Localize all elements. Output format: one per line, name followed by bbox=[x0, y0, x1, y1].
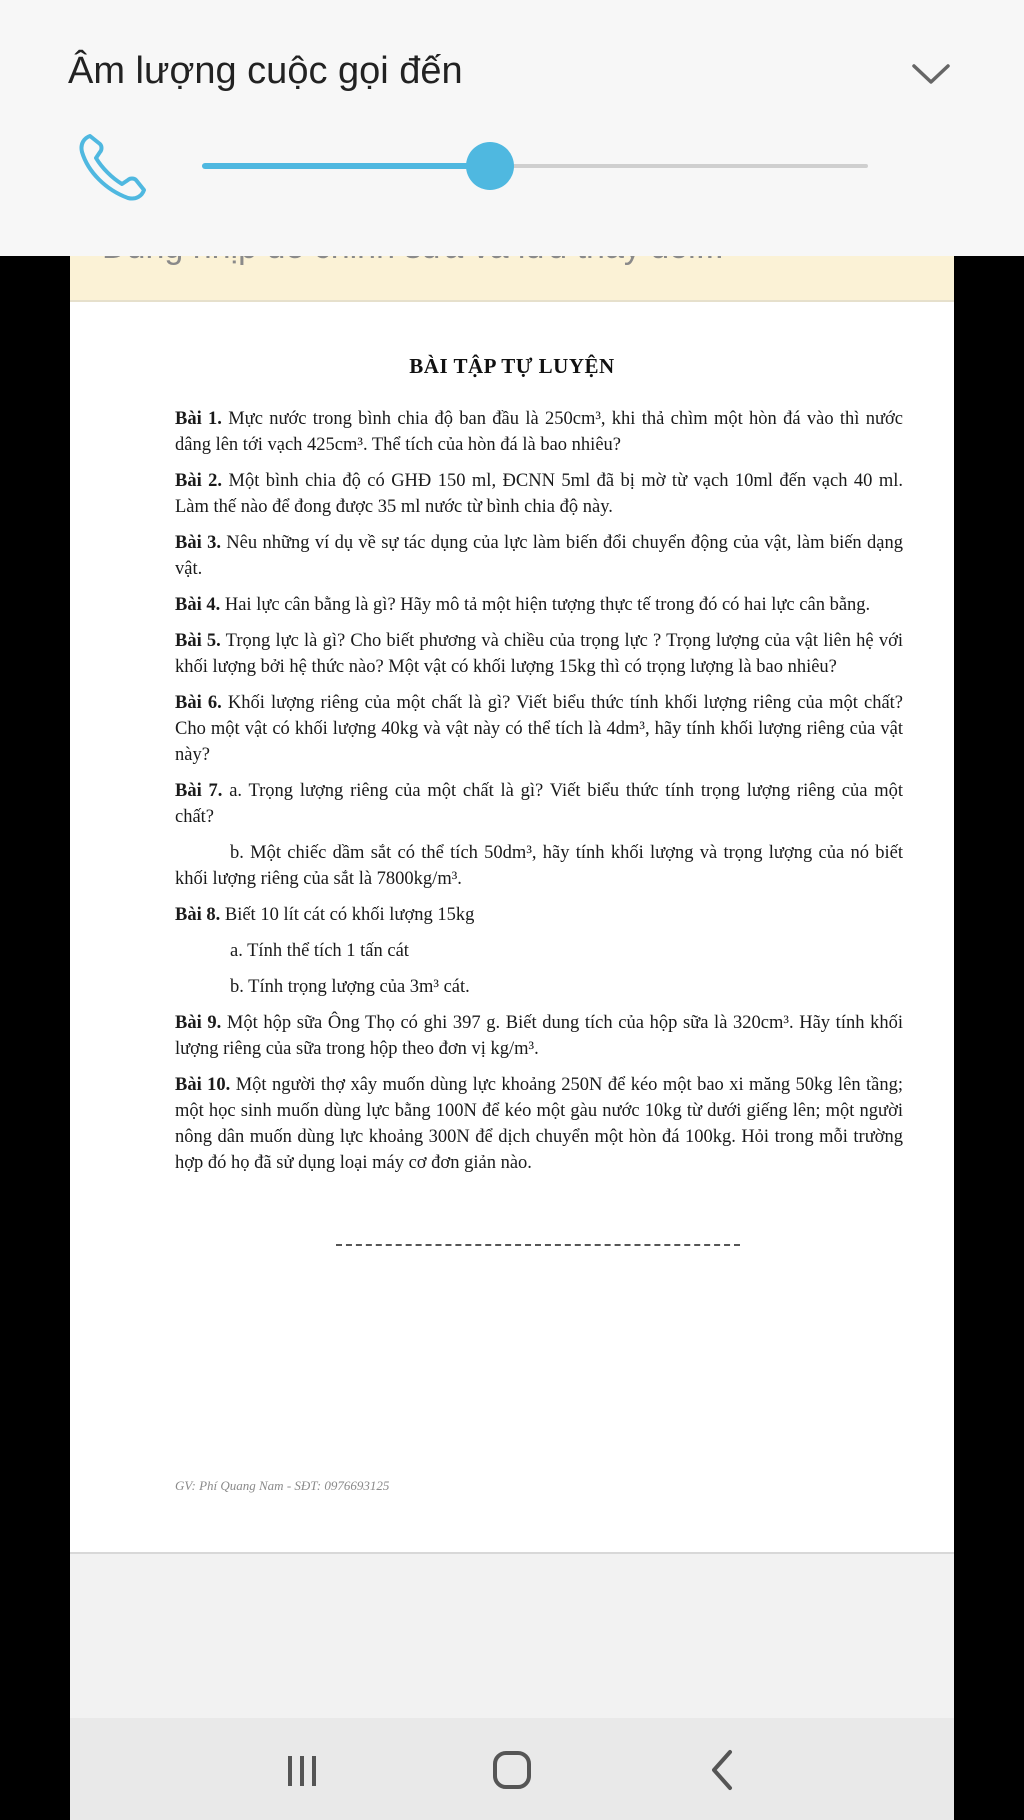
exercise-7: Bài 7. a. Trọng lượng riêng của một chất là gì? Viết biểu thức tính trọng lượng riêng của một chất? bbox=[175, 781, 904, 827]
exercise-10: Bài 10. Một người thợ xây muốn dùng lực khoảng 250N để kéo một bao xi măng 50kg lên tầng; một học sinh muốn dùng lực bằng 100N để kéo một gàu nước 10kg từ dưới giếng lên; một người nông dân muốn dùng lực khoảng 300N để dịch chuyển một hòn đá 100kg. Hỏi trong mỗi trường hợp đó họ đã sử dụng loại máy cơ đơn giản nào. bbox=[175, 1075, 904, 1173]
exercise-6: Bài 6. Khối lượng riêng của một chất là gì? Viết biểu thức tính khối lượng riêng của một chất? Cho một vật có khối lượng 40kg và vật này có thể tích là 4dm³, hãy tính khối lượng riêng của vật này? bbox=[175, 693, 904, 765]
recent-apps-icon bbox=[270, 1738, 334, 1802]
exercise-7-part-b: b. Một chiếc dầm sắt có thể tích 50dm³, hãy tính khối lượng và trọng lượng của nó biết khối lượng riêng của sắt là 7800kg/m³. bbox=[175, 843, 903, 889]
document-viewport[interactable] bbox=[70, 0, 954, 1820]
separator-line bbox=[336, 1244, 740, 1246]
volume-panel bbox=[0, 0, 1024, 256]
exercise-8-part-a: a. Tính thể tích 1 tấn cát bbox=[230, 941, 409, 961]
recent-apps-button[interactable] bbox=[270, 1738, 334, 1802]
exercise-list bbox=[175, 406, 903, 1186]
home-icon bbox=[480, 1738, 544, 1802]
back-button[interactable] bbox=[690, 1738, 754, 1802]
exercise-3: Bài 3. Nêu những ví dụ về sự tác dụng của lực làm biến đổi chuyển động của vật, làm biến dạng vật. bbox=[175, 533, 903, 579]
exercise-1: Bài 1. Mực nước trong bình chia độ ban đầu là 250cm³, khi thả chìm một hòn đá vào thì nước dâng lên tới vạch 425cm³. Thể tích của hòn đá là bao nhiêu? bbox=[175, 409, 903, 455]
home-button[interactable] bbox=[480, 1738, 544, 1802]
exercise-9: Bài 9. Một hộp sữa Ông Thọ có ghi 397 g. Biết dung tích của hộp sữa là 320cm³. Hãy tính khối lượng riêng của sữa trong hộp theo đơn vị kg/m³. bbox=[175, 1013, 903, 1059]
phone-icon bbox=[76, 128, 152, 204]
collapse-button[interactable] bbox=[908, 52, 954, 98]
exercise-8-part-b: b. Tính trọng lượng của 3m³ cát. bbox=[230, 977, 470, 997]
slider-thumb[interactable] bbox=[466, 142, 514, 190]
exercise-4: Bài 4. Hai lực cân bằng là gì? Hãy mô tả một hiện tượng thực tế trong đó có hai lực cân bằng. bbox=[175, 595, 871, 615]
exercise-5: Bài 5. Trọng lực là gì? Cho biết phương và chiều của trọng lực ? Trọng lượng của vật liên hệ với khối lượng bởi hệ thức nào? Một vật có khối lượng 15kg thì có trọng lượng là bao nhiêu? bbox=[175, 631, 903, 677]
exercise-2: Bài 2. Một bình chia độ có GHĐ 150 ml, ĐCNN 5ml đã bị mờ từ vạch 10ml đến vạch 40 ml. Làm thế nào để đong được 35 ml nước từ bình chia độ này. bbox=[175, 471, 903, 517]
chevron-down-icon bbox=[908, 52, 954, 98]
navigation-bar bbox=[70, 1718, 954, 1820]
document-page[interactable] bbox=[70, 302, 954, 1554]
volume-slider[interactable] bbox=[202, 140, 868, 192]
exercise-8: Bài 8. Biết 10 lít cát có khối lượng 15kg bbox=[175, 905, 475, 925]
back-icon bbox=[690, 1738, 754, 1802]
volume-title: Âm lượng cuộc gọi đến bbox=[68, 50, 463, 92]
page-footer: GV: Phí Quang Nam - SĐT: 0976693125 bbox=[175, 1478, 390, 1493]
document-title: BÀI TẬP TỰ LUYỆN bbox=[409, 354, 615, 378]
slider-fill bbox=[202, 163, 490, 169]
